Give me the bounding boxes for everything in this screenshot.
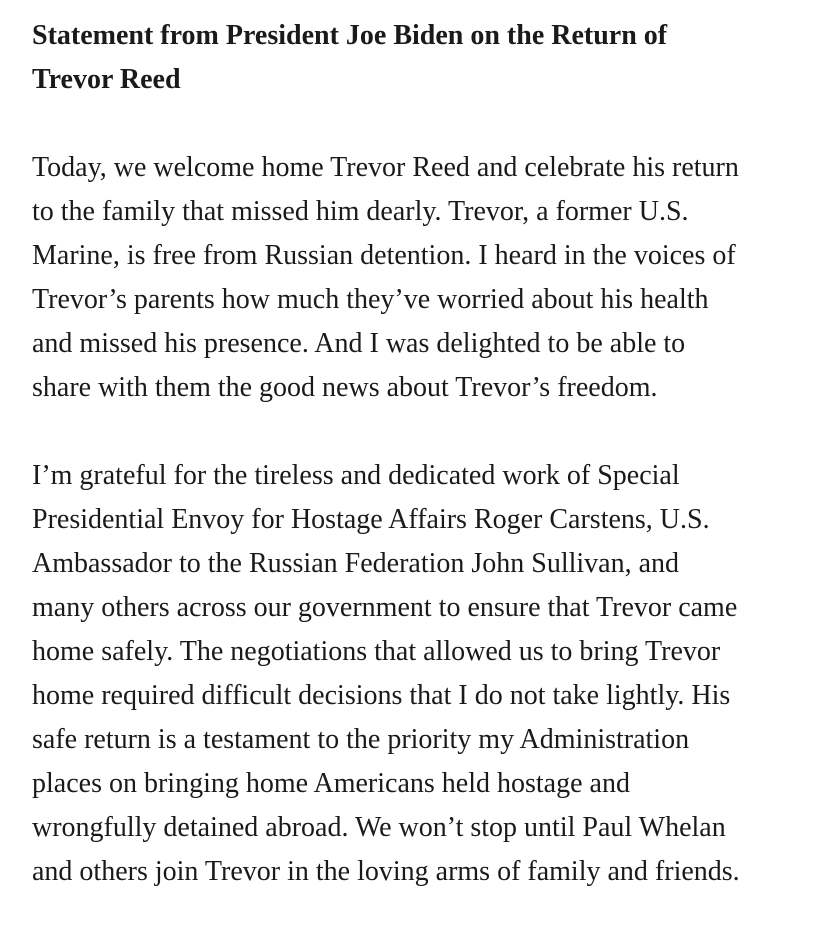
paragraph-line: to the family that missed him dearly. Trevor, a former U.S. — [32, 196, 689, 227]
paragraph-line: safe return is a testament to the priority my Administration — [32, 724, 690, 755]
paragraph-line: wrongfully detained abroad. We won’t stop until Paul Whelan — [32, 812, 726, 843]
paragraph-welcome-home — [32, 146, 822, 410]
paragraph-gratitude — [32, 454, 822, 894]
paragraph-line: Marine, is free from Russian detention. I heard in the voices of — [32, 240, 736, 271]
paragraph-line: Presidential Envoy for Hostage Affairs Roger Carstens, U.S. — [32, 504, 710, 535]
statement-document — [32, 14, 822, 938]
paragraph-line: and missed his presence. And I was delighted to be able to — [32, 328, 686, 359]
title-line: Statement from President Joe Biden on the Return of — [32, 20, 668, 51]
paragraph-line: share with them the good news about Trevor’s freedom. — [32, 372, 658, 403]
paragraph-line: I’m grateful for the tireless and dedicated work of Special — [32, 460, 680, 491]
paragraph-line: many others across our government to ensure that Trevor came — [32, 592, 738, 623]
paragraph-line: and others join Trevor in the loving arms of family and friends. — [32, 856, 740, 887]
paragraph-line: Ambassador to the Russian Federation John Sullivan, and — [32, 548, 680, 579]
statement-title — [32, 14, 822, 102]
paragraph-line: Trevor’s parents how much they’ve worried about his health — [32, 284, 709, 315]
paragraph-line: home required difficult decisions that I do not take lightly. His — [32, 680, 731, 711]
paragraph-line: Today, we welcome home Trevor Reed and celebrate his return — [32, 152, 739, 183]
title-line: Trevor Reed — [32, 64, 181, 95]
paragraph-line: home safely. The negotiations that allowed us to bring Trevor — [32, 636, 721, 667]
paragraph-line: places on bringing home Americans held hostage and — [32, 768, 630, 799]
